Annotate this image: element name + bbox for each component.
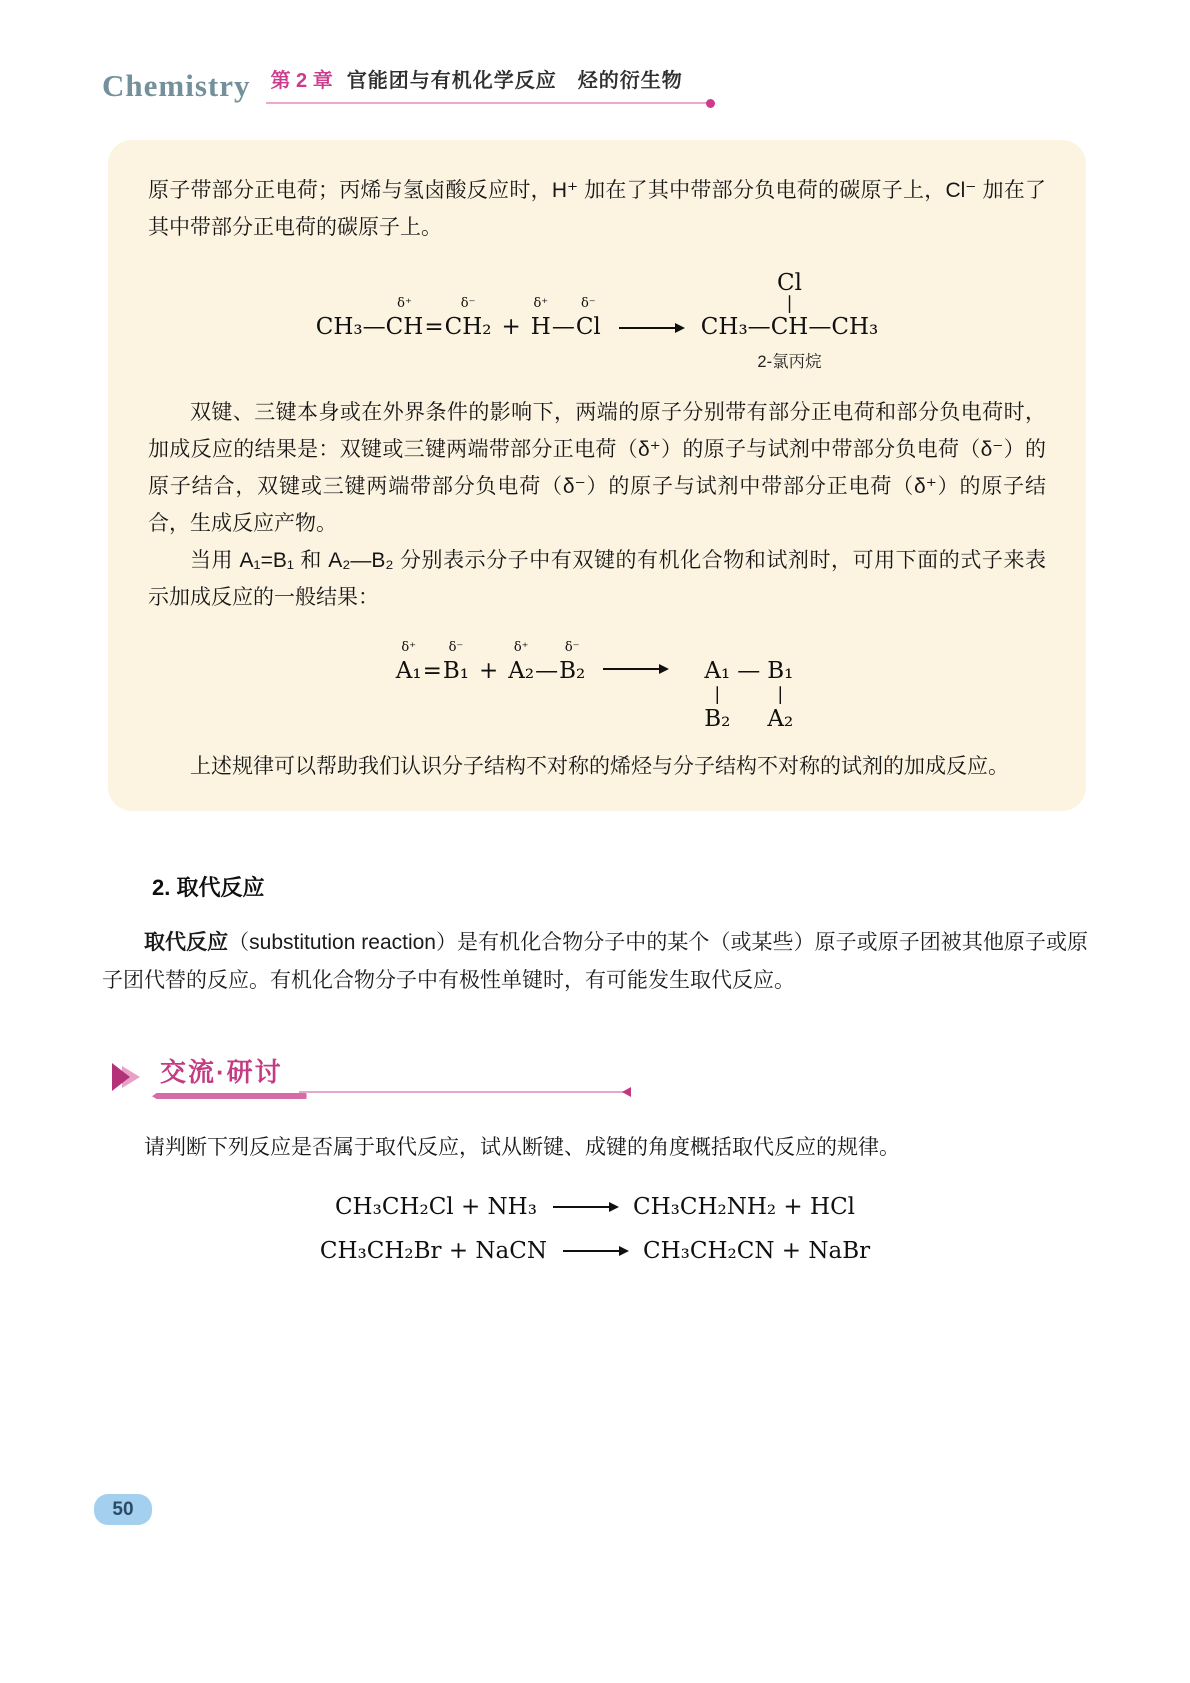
formula-fragment: CH₃— — [315, 314, 386, 340]
product-fragment — [700, 270, 879, 371]
term-substitution-reaction: 取代反应 — [144, 931, 229, 954]
paragraph-substitution-definition — [102, 924, 1088, 1000]
equation-row — [148, 270, 1046, 371]
formula-fragment-with-delta — [559, 640, 585, 686]
activity-equations — [0, 1194, 1190, 1264]
delta-minus-label: δ⁻ — [460, 296, 476, 311]
reaction-arrow-icon — [603, 668, 667, 670]
formula-fragment: CH₃— — [700, 314, 771, 340]
formula-fragment: A₁ — [395, 658, 422, 684]
brand-logo: Chemistry — [102, 68, 251, 103]
formula-fragment: —CH₃ — [808, 314, 879, 340]
paragraph-addition-rule: 双键、三键本身或在外界条件的影响下，两端的原子分别带有部分正电荷和部分负电荷时，加成反应的结果是：双键或三键两端带部分正电荷（δ⁺）的原子与试剂中带部分负电荷（δ⁻）的原子结合，双键或三键两端带部分负电荷（δ⁻）的原子与试剂中带部分正电荷（δ⁺）的原子结合，生成反应产物。 — [148, 401, 1046, 535]
delta-minus-label: δ⁻ — [564, 640, 580, 655]
decorative-dot-icon — [706, 99, 715, 108]
single-bond-column — [534, 640, 559, 686]
page-number-badge: 50 — [94, 1494, 152, 1525]
formula-fragment-with-delta — [508, 640, 534, 686]
formula-fragment: CH — [385, 314, 424, 340]
reaction-arrow-icon — [619, 327, 683, 329]
chapter-title: 官能团与有机化学反应 烃的衍生物 — [346, 70, 683, 92]
formula-fragment: B₁ — [442, 658, 469, 684]
double-bond: = — [424, 314, 444, 340]
delta-minus-label: δ⁻ — [580, 296, 596, 311]
activity-header — [110, 1052, 1088, 1101]
activity-prompt: 请判断下列反应是否属于取代反应，试从断键、成键的角度概括取代反应的规律。 — [144, 1136, 900, 1159]
single-bond: — — [551, 314, 575, 340]
reactants: CH₃CH₂Cl + NH₃ — [334, 1194, 537, 1220]
single-bond: — — [737, 658, 761, 684]
formula-fragment: H — [530, 314, 551, 340]
formula-fragment: CH — [770, 314, 809, 340]
activity-title-wrap — [158, 1052, 299, 1101]
reaction-equation — [0, 1238, 1190, 1264]
formula-fragment: Cl — [575, 314, 601, 340]
formula-fragment-with-delta — [386, 296, 424, 342]
formula-fragment-with-delta — [576, 296, 601, 342]
vertical-bond: | — [777, 684, 784, 705]
reaction-equation-general-addition — [148, 640, 1046, 734]
empty-cell — [735, 704, 762, 734]
formula-fragment: A₂ — [508, 658, 535, 684]
paragraph-conclusion: 上述规律可以帮助我们认识分子结构不对称的烯烃与分子结构不对称的试剂的加成反应。 — [190, 755, 1009, 778]
plus-column — [469, 640, 508, 686]
double-bond-column — [422, 640, 443, 686]
delta-plus-label: δ⁺ — [401, 640, 417, 655]
formula-fragment: B₂ — [704, 706, 731, 732]
formula-fragment: A₂ — [767, 706, 794, 732]
paragraph-continued: 原子带部分正电荷；丙烯与氢卤酸反应时，H⁺ 加在了其中带部分负电荷的碳原子上，Cl⁻ 加在了其中带部分正电荷的碳原子上。 — [148, 179, 1046, 239]
delta-plus-label: δ⁺ — [513, 640, 529, 655]
formula-fragment-with-delta — [531, 296, 551, 342]
delta-plus-label: δ⁺ — [533, 296, 549, 311]
chapter-badge: 第 2 章 — [270, 70, 333, 92]
vertical-bond: | — [786, 293, 793, 314]
delta-minus-label: δ⁻ — [448, 640, 464, 655]
decorative-line — [299, 1091, 631, 1093]
formula-fragment: A₁ — [704, 658, 731, 684]
formula-fragment: CH₂ — [444, 314, 492, 340]
formula-fragment-with-delta — [445, 296, 492, 342]
product-name-label: 2-氯丙烷 — [757, 353, 822, 371]
vertical-bond: | — [714, 684, 721, 705]
empty-cell — [735, 686, 762, 704]
reaction-equation — [0, 1194, 1190, 1220]
product-structure — [699, 656, 798, 734]
formula-fragment: B₁ — [767, 658, 794, 684]
play-triangles-icon — [110, 1061, 148, 1093]
paragraph-general-formula-intro: 当用 A₁=B₁ 和 A₂—B₂ 分别表示分子中有双键的有机化合物和试剂时，可用下面的式子来表示加成反应的一般结果： — [148, 549, 1046, 609]
reaction-equation-propene-hcl — [148, 270, 1046, 371]
double-bond: = — [422, 658, 442, 684]
delta-plus-label: δ⁺ — [397, 296, 412, 311]
activity-title: 交流·研讨 — [160, 1057, 283, 1087]
definition-text: （substitution reaction）是有机化合物分子中的某个（或某些）原子或原子团被其他原子或原子团代替的反应。有机化合物分子中有极性单键时，有可能发生取代反应。 — [102, 931, 1088, 992]
formula-fragment: B₂ — [559, 658, 586, 684]
section-heading-substitution: 2. 取代反应 — [152, 875, 265, 900]
reactants: CH₃CH₂Br + NaCN — [319, 1238, 547, 1264]
formula-fragment-with-delta — [443, 640, 469, 686]
addition-reaction-info-box — [108, 140, 1086, 811]
products: CH₃CH₂CN + NaBr — [643, 1238, 871, 1264]
formula-fragment-with-delta — [396, 640, 422, 686]
reaction-arrow-icon — [553, 1206, 617, 1208]
chapter-heading — [266, 64, 712, 104]
equation-row — [148, 640, 1046, 734]
products: CH₃CH₂NH₂ + HCl — [632, 1194, 856, 1220]
plus-sign: + — [479, 658, 499, 684]
plus-sign: + — [501, 314, 521, 340]
single-bond: — — [535, 658, 559, 684]
chlorine-substituent: Cl — [777, 270, 802, 296]
decorative-underline — [152, 1093, 307, 1099]
page-header — [0, 0, 1190, 104]
line-end-triangle-icon — [622, 1087, 631, 1097]
substituted-carbon-column — [771, 270, 809, 342]
reaction-arrow-icon — [563, 1250, 627, 1252]
